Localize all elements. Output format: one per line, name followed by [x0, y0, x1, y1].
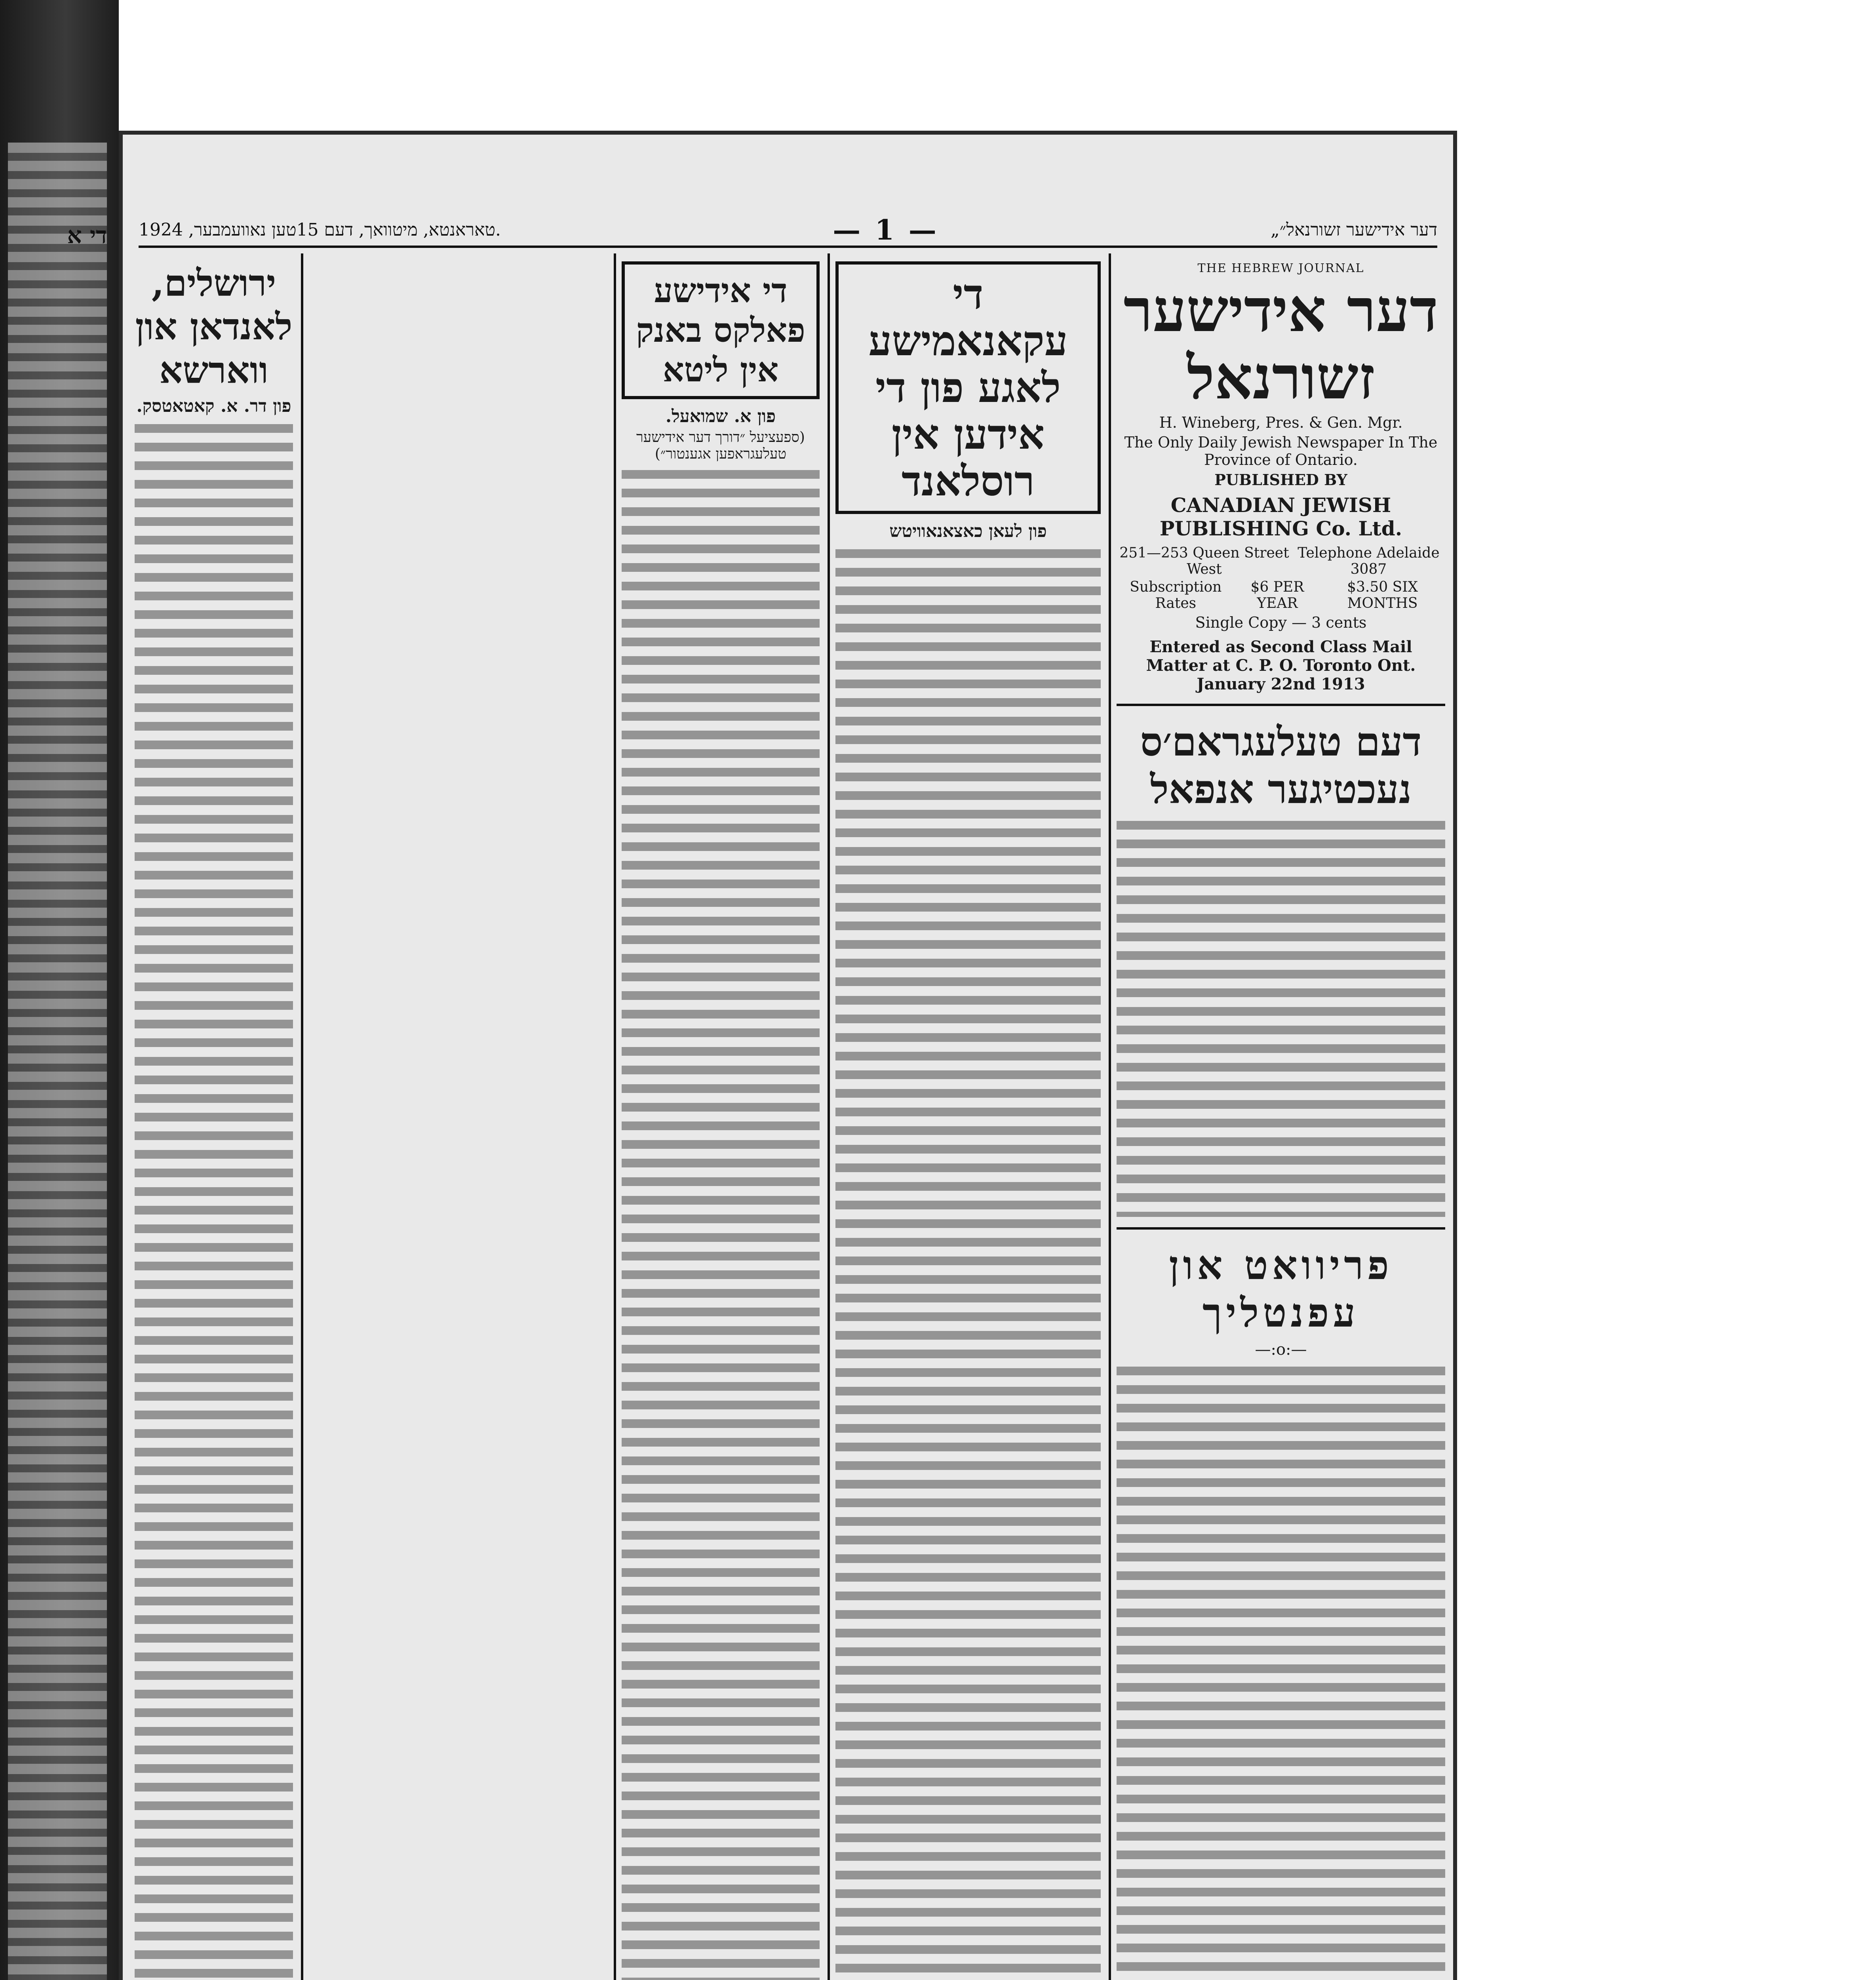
article-subline: (ספעציעל ״דורך דער אידישער טעלעגראפען אגענטור״)	[636, 429, 805, 462]
neighbor-page-edge	[8, 143, 107, 1980]
address: 251—253 Queen Street West	[1119, 545, 1289, 577]
section-rule	[1117, 1227, 1445, 1230]
article-jerusalem	[135, 261, 293, 1980]
mail-entry-notice: Entered as Second Class Mail Matter at C. P. O. Toronto Ont. January 22nd 1913	[1146, 638, 1416, 693]
paper-name: דער אידישער זשורנאל	[1123, 276, 1438, 413]
company-name: CANADIAN JEWISH PUBLISHING Co. Ltd.	[1159, 493, 1402, 540]
scan-border-left	[0, 0, 119, 1980]
rate-year: $6 PER YEAR	[1250, 579, 1304, 611]
article-body	[135, 424, 293, 1980]
article-byline: פון א. שמואעל.	[665, 406, 776, 426]
article-body	[835, 549, 1101, 1980]
headline-box	[835, 261, 1101, 514]
publisher-box	[1117, 261, 1445, 693]
rates-row	[1117, 579, 1445, 611]
ornament: —:o:—	[1255, 1340, 1307, 1359]
section-rule	[1117, 704, 1445, 706]
column-rule	[301, 253, 303, 1980]
article-headline: ירושלים, לאנדאן און ווארשא	[135, 262, 293, 392]
published-by: PUBLISHED BY	[1214, 471, 1347, 489]
article-folksbank	[622, 261, 820, 1980]
headline-box	[622, 261, 820, 399]
subscription-label: Subscription Rates	[1130, 579, 1222, 611]
page-header-strip	[139, 214, 1437, 248]
article-byline: פון לעאן כאצאנאוויטש	[889, 521, 1047, 541]
rate-six-months: $3.50 SIX MONTHS	[1347, 579, 1418, 611]
dateline: טאראנטא, מיטוואך, דעם 15טען נאוועמבער, 1924.	[139, 219, 501, 240]
editorial-body	[1117, 1367, 1445, 1980]
editorial-column	[1117, 261, 1445, 1980]
headline-block	[135, 261, 293, 392]
newspaper-page	[119, 131, 1457, 1980]
column-rule	[828, 253, 830, 1980]
editorial-headline: דעם טעלעגראם׳ס נעכטיגער אנפאל	[1140, 718, 1422, 813]
editorial-headline: פריוואט און עפנטליך	[1169, 1242, 1393, 1336]
editor-line: H. Wineberg, Pres. & Gen. Mgr.	[1159, 414, 1403, 431]
tagline: The Only Daily Jewish Newspaper In The Province of Ontario.	[1124, 434, 1438, 468]
article-body	[622, 470, 820, 1980]
telephone: Telephone Adelaide 3087	[1298, 545, 1440, 577]
article-russia	[835, 261, 1101, 1980]
paper-english-name: THE HEBREW JOURNAL	[1197, 261, 1364, 275]
page-number-mark: — 1 —	[833, 213, 939, 246]
article-byline: פון דר. א. קאטאטסק.	[136, 396, 291, 416]
article-headline: די אידישע פאלקס באנק אין ליטא	[636, 271, 805, 389]
scan-margin-right	[1456, 0, 1876, 1980]
single-copy-price: Single Copy — 3 cents	[1195, 614, 1367, 631]
neighbor-page-fragment: די א	[67, 222, 107, 249]
article-headline: די עקאנאמישע לאגע פון די אידען אין רוסלאנד	[868, 270, 1068, 505]
address-row	[1117, 545, 1445, 577]
column-rule	[614, 253, 616, 1980]
column-rule	[1109, 253, 1111, 1980]
editorial-body	[1117, 821, 1445, 1217]
running-title: „דער אידישער זשורנאל״	[1270, 219, 1437, 240]
